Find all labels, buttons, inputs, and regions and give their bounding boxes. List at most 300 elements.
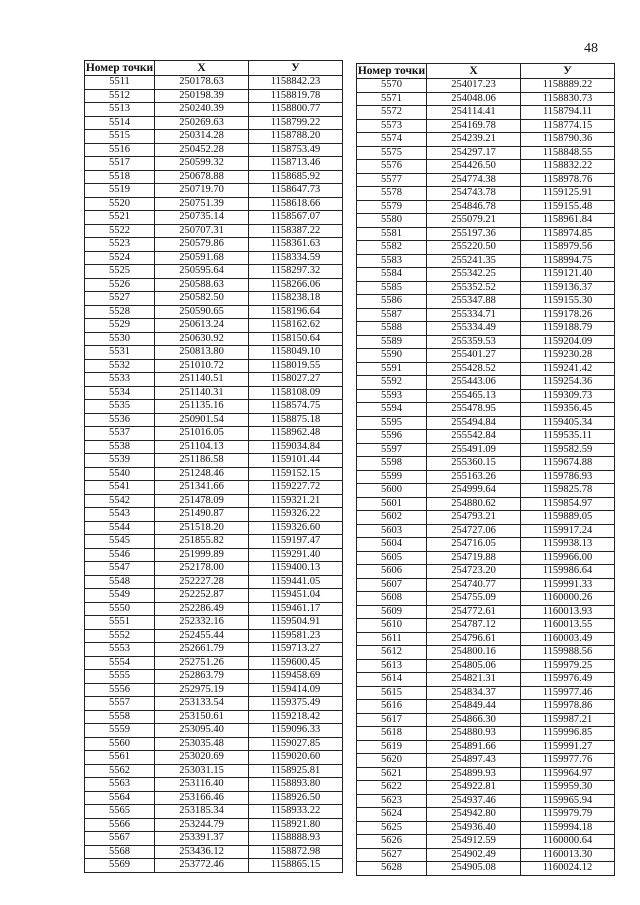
table-row: [85, 130, 343, 144]
point-number-cell: 5612: [357, 646, 427, 660]
x-coordinate-cell: 253391.37: [155, 832, 249, 846]
point-number-cell: 5529: [85, 319, 155, 333]
point-number-cell: 5538: [85, 440, 155, 454]
y-coordinate-cell: 1159977.46: [521, 686, 615, 700]
table-row: [85, 751, 343, 765]
point-number-cell: 5572: [357, 106, 427, 120]
table-row: [85, 184, 343, 198]
point-number-cell: 5626: [357, 835, 427, 849]
x-coordinate-cell: 254891.66: [427, 740, 521, 754]
x-coordinate-cell: 255347.88: [427, 295, 521, 309]
table-row: [357, 443, 615, 457]
x-coordinate-cell: 250269.63: [155, 116, 249, 130]
x-coordinate-cell: 255334.49: [427, 322, 521, 336]
point-number-cell: 5557: [85, 697, 155, 711]
point-number-cell: 5592: [357, 376, 427, 390]
y-coordinate-cell: 1159959.30: [521, 781, 615, 795]
y-coordinate-cell: 1159979.79: [521, 808, 615, 822]
point-number-cell: 5550: [85, 602, 155, 616]
column-header-x: X: [427, 64, 521, 79]
table-row: [357, 362, 615, 376]
y-coordinate-cell: 1158889.22: [521, 79, 615, 93]
y-coordinate-cell: 1159204.09: [521, 335, 615, 349]
y-coordinate-cell: 1158049.10: [249, 346, 343, 360]
y-coordinate-cell: 1159964.97: [521, 767, 615, 781]
table-row: [85, 143, 343, 157]
x-coordinate-cell: 254719.88: [427, 551, 521, 565]
x-coordinate-cell: 252863.79: [155, 670, 249, 684]
y-coordinate-cell: 1159321.21: [249, 494, 343, 508]
point-number-cell: 5552: [85, 629, 155, 643]
table-row: [85, 737, 343, 751]
table-row: [357, 835, 615, 849]
y-coordinate-cell: 1159996.85: [521, 727, 615, 741]
point-number-cell: 5586: [357, 295, 427, 309]
x-coordinate-cell: 252252.87: [155, 589, 249, 603]
table-row: [357, 767, 615, 781]
point-number-cell: 5542: [85, 494, 155, 508]
point-number-cell: 5523: [85, 238, 155, 252]
x-coordinate-cell: 254796.61: [427, 632, 521, 646]
y-coordinate-cell: 1159991.33: [521, 578, 615, 592]
point-number-cell: 5587: [357, 308, 427, 322]
table-row: [85, 265, 343, 279]
point-number-cell: 5517: [85, 157, 155, 171]
y-coordinate-cell: 1158872.98: [249, 845, 343, 859]
table-row: [357, 106, 615, 120]
column-header-y: У: [521, 64, 615, 79]
point-number-cell: 5543: [85, 508, 155, 522]
y-coordinate-cell: 1159291.40: [249, 548, 343, 562]
y-coordinate-cell: 1159326.60: [249, 521, 343, 535]
y-coordinate-cell: 1159979.25: [521, 659, 615, 673]
point-number-cell: 5549: [85, 589, 155, 603]
point-number-cell: 5565: [85, 805, 155, 819]
x-coordinate-cell: 254169.78: [427, 119, 521, 133]
table-row: [357, 281, 615, 295]
x-coordinate-cell: 251855.82: [155, 535, 249, 549]
table-row: [357, 173, 615, 187]
table-row: [357, 254, 615, 268]
x-coordinate-cell: 254880.62: [427, 497, 521, 511]
table-row: [85, 616, 343, 630]
point-number-cell: 5560: [85, 737, 155, 751]
x-coordinate-cell: 250599.32: [155, 157, 249, 171]
x-coordinate-cell: 250588.63: [155, 278, 249, 292]
table-row: [357, 322, 615, 336]
point-number-cell: 5615: [357, 686, 427, 700]
x-coordinate-cell: 253772.46: [155, 859, 249, 873]
y-coordinate-cell: 1158888.93: [249, 832, 343, 846]
x-coordinate-cell: 250590.65: [155, 305, 249, 319]
table-row: [85, 292, 343, 306]
y-coordinate-cell: 1158962.48: [249, 427, 343, 441]
point-number-cell: 5623: [357, 794, 427, 808]
table-row: [85, 562, 343, 576]
table-row: [357, 619, 615, 633]
point-number-cell: 5595: [357, 416, 427, 430]
y-coordinate-cell: 1159461.17: [249, 602, 343, 616]
point-number-cell: 5611: [357, 632, 427, 646]
x-coordinate-cell: 251010.72: [155, 359, 249, 373]
point-number-cell: 5525: [85, 265, 155, 279]
coordinates-table-right: [356, 63, 615, 876]
point-number-cell: 5533: [85, 373, 155, 387]
x-coordinate-cell: 251999.89: [155, 548, 249, 562]
table-row: [85, 548, 343, 562]
point-number-cell: 5527: [85, 292, 155, 306]
x-coordinate-cell: 254297.17: [427, 146, 521, 160]
point-number-cell: 5625: [357, 821, 427, 835]
x-coordinate-cell: 252286.49: [155, 602, 249, 616]
y-coordinate-cell: 1159356.45: [521, 403, 615, 417]
y-coordinate-cell: 1159965.94: [521, 794, 615, 808]
x-coordinate-cell: 250630.92: [155, 332, 249, 346]
y-coordinate-cell: 1159197.47: [249, 535, 343, 549]
x-coordinate-cell: 253166.46: [155, 791, 249, 805]
x-coordinate-cell: 254800.16: [427, 646, 521, 660]
point-number-cell: 5573: [357, 119, 427, 133]
table-row: [357, 403, 615, 417]
y-coordinate-cell: 1160013.55: [521, 619, 615, 633]
point-number-cell: 5561: [85, 751, 155, 765]
table-row: [357, 578, 615, 592]
y-coordinate-cell: 1158713.46: [249, 157, 343, 171]
table-row: [357, 632, 615, 646]
y-coordinate-cell: 1160024.12: [521, 862, 615, 876]
x-coordinate-cell: 252332.16: [155, 616, 249, 630]
y-coordinate-cell: 1159994.18: [521, 821, 615, 835]
table-row: [85, 683, 343, 697]
y-coordinate-cell: 1159178.26: [521, 308, 615, 322]
table-row: [357, 200, 615, 214]
table-row: [85, 413, 343, 427]
y-coordinate-cell: 1159254.36: [521, 376, 615, 390]
table-row: [85, 170, 343, 184]
x-coordinate-cell: 250582.50: [155, 292, 249, 306]
table-row: [357, 686, 615, 700]
point-number-cell: 5580: [357, 214, 427, 228]
x-coordinate-cell: 254755.09: [427, 592, 521, 606]
point-number-cell: 5512: [85, 89, 155, 103]
x-coordinate-cell: 254805.06: [427, 659, 521, 673]
table-row: [85, 629, 343, 643]
x-coordinate-cell: 250314.28: [155, 130, 249, 144]
table-row: [85, 589, 343, 603]
table-row: [357, 646, 615, 660]
point-number-cell: 5558: [85, 710, 155, 724]
point-number-cell: 5555: [85, 670, 155, 684]
y-coordinate-cell: 1159020.60: [249, 751, 343, 765]
y-coordinate-cell: 1159155.48: [521, 200, 615, 214]
y-coordinate-cell: 1159218.42: [249, 710, 343, 724]
y-coordinate-cell: 1159786.93: [521, 470, 615, 484]
x-coordinate-cell: 251341.66: [155, 481, 249, 495]
table-row: [85, 332, 343, 346]
point-number-cell: 5535: [85, 400, 155, 414]
x-coordinate-cell: 250901.54: [155, 413, 249, 427]
table-row: [357, 673, 615, 687]
x-coordinate-cell: 250595.64: [155, 265, 249, 279]
y-coordinate-cell: 1158933.22: [249, 805, 343, 819]
table-row: [85, 359, 343, 373]
y-coordinate-cell: 1159991.27: [521, 740, 615, 754]
point-number-cell: 5541: [85, 481, 155, 495]
y-coordinate-cell: 1159441.05: [249, 575, 343, 589]
x-coordinate-cell: 253150.61: [155, 710, 249, 724]
table-header-row: [357, 64, 615, 79]
table-row: [357, 79, 615, 93]
y-coordinate-cell: 1158819.78: [249, 89, 343, 103]
table-row: [357, 605, 615, 619]
point-number-cell: 5562: [85, 764, 155, 778]
table-row: [357, 821, 615, 835]
y-coordinate-cell: 1158979.56: [521, 241, 615, 255]
x-coordinate-cell: 251016.05: [155, 427, 249, 441]
y-coordinate-cell: 1159101.44: [249, 454, 343, 468]
point-number-cell: 5554: [85, 656, 155, 670]
point-number-cell: 5620: [357, 754, 427, 768]
point-number-cell: 5574: [357, 133, 427, 147]
y-coordinate-cell: 1158832.22: [521, 160, 615, 174]
table-row: [85, 670, 343, 684]
y-coordinate-cell: 1158685.92: [249, 170, 343, 184]
table-row: [357, 470, 615, 484]
x-coordinate-cell: 252751.26: [155, 656, 249, 670]
x-coordinate-cell: 254426.50: [427, 160, 521, 174]
point-number-cell: 5514: [85, 116, 155, 130]
table-row: [85, 656, 343, 670]
table-row: [85, 373, 343, 387]
x-coordinate-cell: 250719.70: [155, 184, 249, 198]
x-coordinate-cell: 254772.61: [427, 605, 521, 619]
table-row: [85, 116, 343, 130]
y-coordinate-cell: 1159136.37: [521, 281, 615, 295]
x-coordinate-cell: 250707.31: [155, 224, 249, 238]
point-number-cell: 5518: [85, 170, 155, 184]
column-header-point-number: Номер точки: [85, 62, 154, 74]
point-number-cell: 5564: [85, 791, 155, 805]
table-row: [357, 565, 615, 579]
point-number-cell: 5531: [85, 346, 155, 360]
point-number-cell: 5566: [85, 818, 155, 832]
table-row: [357, 794, 615, 808]
point-number-cell: 5545: [85, 535, 155, 549]
point-number-cell: 5604: [357, 538, 427, 552]
table-row: [85, 305, 343, 319]
table-row: [85, 481, 343, 495]
y-coordinate-cell: 1159125.91: [521, 187, 615, 201]
x-coordinate-cell: 250813.80: [155, 346, 249, 360]
y-coordinate-cell: 1159938.13: [521, 538, 615, 552]
x-coordinate-cell: 254866.30: [427, 713, 521, 727]
table-row: [357, 659, 615, 673]
point-number-cell: 5594: [357, 403, 427, 417]
y-coordinate-cell: 1159375.49: [249, 697, 343, 711]
table-row: [85, 643, 343, 657]
point-number-cell: 5532: [85, 359, 155, 373]
point-number-cell: 5569: [85, 859, 155, 873]
point-number-cell: 5606: [357, 565, 427, 579]
y-coordinate-cell: 1159326.22: [249, 508, 343, 522]
x-coordinate-cell: 250751.39: [155, 197, 249, 211]
table-row: [357, 295, 615, 309]
point-number-cell: 5617: [357, 713, 427, 727]
table-row: [85, 251, 343, 265]
table-row: [357, 146, 615, 160]
table-row: [85, 697, 343, 711]
y-coordinate-cell: 1159096.33: [249, 724, 343, 738]
point-number-cell: 5607: [357, 578, 427, 592]
x-coordinate-cell: 254239.21: [427, 133, 521, 147]
table-row: [85, 103, 343, 117]
y-coordinate-cell: 1158108.09: [249, 386, 343, 400]
x-coordinate-cell: 252661.79: [155, 643, 249, 657]
table-row: [357, 119, 615, 133]
table-row: [357, 592, 615, 606]
y-coordinate-cell: 1159600.45: [249, 656, 343, 670]
table-row: [85, 832, 343, 846]
table-row: [85, 400, 343, 414]
x-coordinate-cell: 255360.15: [427, 457, 521, 471]
x-coordinate-cell: 255352.52: [427, 281, 521, 295]
point-number-cell: 5585: [357, 281, 427, 295]
table-row: [357, 376, 615, 390]
y-coordinate-cell: 1159966.00: [521, 551, 615, 565]
y-coordinate-cell: 1158019.55: [249, 359, 343, 373]
x-coordinate-cell: 254922.81: [427, 781, 521, 795]
table-row: [357, 227, 615, 241]
x-coordinate-cell: 255443.06: [427, 376, 521, 390]
point-number-cell: 5590: [357, 349, 427, 363]
point-number-cell: 5551: [85, 616, 155, 630]
point-number-cell: 5628: [357, 862, 427, 876]
table-row: [85, 211, 343, 225]
table-row: [357, 430, 615, 444]
x-coordinate-cell: 250240.39: [155, 103, 249, 117]
point-number-cell: 5537: [85, 427, 155, 441]
y-coordinate-cell: 1158196.64: [249, 305, 343, 319]
x-coordinate-cell: 255494.84: [427, 416, 521, 430]
y-coordinate-cell: 1158925.81: [249, 764, 343, 778]
x-coordinate-cell: 251518.20: [155, 521, 249, 535]
x-coordinate-cell: 250735.14: [155, 211, 249, 225]
table-row: [357, 133, 615, 147]
x-coordinate-cell: 253020.69: [155, 751, 249, 765]
table-row: [357, 740, 615, 754]
y-coordinate-cell: 1159309.73: [521, 389, 615, 403]
y-coordinate-cell: 1160000.64: [521, 835, 615, 849]
point-number-cell: 5519: [85, 184, 155, 198]
point-number-cell: 5516: [85, 143, 155, 157]
y-coordinate-cell: 1159027.85: [249, 737, 343, 751]
x-coordinate-cell: 255197.36: [427, 227, 521, 241]
y-coordinate-cell: 1159451.04: [249, 589, 343, 603]
y-coordinate-cell: 1158848.55: [521, 146, 615, 160]
y-coordinate-cell: 1159988.56: [521, 646, 615, 660]
y-coordinate-cell: 1159121.40: [521, 268, 615, 282]
table-row: [85, 508, 343, 522]
point-number-cell: 5524: [85, 251, 155, 265]
y-coordinate-cell: 1159504.91: [249, 616, 343, 630]
point-number-cell: 5627: [357, 848, 427, 862]
y-coordinate-cell: 1158618.66: [249, 197, 343, 211]
table-row: [85, 710, 343, 724]
point-number-cell: 5619: [357, 740, 427, 754]
point-number-cell: 5577: [357, 173, 427, 187]
y-coordinate-cell: 1158334.59: [249, 251, 343, 265]
table-row: [357, 308, 615, 322]
y-coordinate-cell: 1159230.28: [521, 349, 615, 363]
x-coordinate-cell: 255491.09: [427, 443, 521, 457]
point-number-cell: 5547: [85, 562, 155, 576]
point-number-cell: 5548: [85, 575, 155, 589]
y-coordinate-cell: 1158027.27: [249, 373, 343, 387]
x-coordinate-cell: 254937.46: [427, 794, 521, 808]
point-number-cell: 5528: [85, 305, 155, 319]
x-coordinate-cell: 251104.13: [155, 440, 249, 454]
x-coordinate-cell: 254846.78: [427, 200, 521, 214]
x-coordinate-cell: 254834.37: [427, 686, 521, 700]
y-coordinate-cell: 1159400.13: [249, 562, 343, 576]
x-coordinate-cell: 253436.12: [155, 845, 249, 859]
table-row: [85, 197, 343, 211]
table-row: [357, 187, 615, 201]
point-number-cell: 5624: [357, 808, 427, 822]
y-coordinate-cell: 1158788.20: [249, 130, 343, 144]
y-coordinate-cell: 1158926.50: [249, 791, 343, 805]
point-number-cell: 5599: [357, 470, 427, 484]
y-coordinate-cell: 1159405.34: [521, 416, 615, 430]
table-row: [357, 349, 615, 363]
point-number-cell: 5579: [357, 200, 427, 214]
x-coordinate-cell: 254897.43: [427, 754, 521, 768]
x-coordinate-cell: 251490.87: [155, 508, 249, 522]
table-row: [357, 862, 615, 876]
column-header-point-number: Номер точки: [357, 65, 426, 77]
x-coordinate-cell: 253095.40: [155, 724, 249, 738]
y-coordinate-cell: 1158162.62: [249, 319, 343, 333]
table-row: [85, 427, 343, 441]
point-number-cell: 5603: [357, 524, 427, 538]
x-coordinate-cell: 254821.31: [427, 673, 521, 687]
table-row: [85, 238, 343, 252]
table-row: [85, 535, 343, 549]
x-coordinate-cell: 255241.35: [427, 254, 521, 268]
table-row: [357, 848, 615, 862]
x-coordinate-cell: 251140.51: [155, 373, 249, 387]
y-coordinate-cell: 1159978.86: [521, 700, 615, 714]
point-number-cell: 5583: [357, 254, 427, 268]
x-coordinate-cell: 253244.79: [155, 818, 249, 832]
point-number-cell: 5520: [85, 197, 155, 211]
x-coordinate-cell: 254048.06: [427, 92, 521, 106]
table-row: [357, 214, 615, 228]
y-coordinate-cell: 1159241.42: [521, 362, 615, 376]
x-coordinate-cell: 255342.25: [427, 268, 521, 282]
table-row: [85, 575, 343, 589]
y-coordinate-cell: 1159535.11: [521, 430, 615, 444]
table-row: [357, 700, 615, 714]
table-row: [85, 278, 343, 292]
x-coordinate-cell: 255079.21: [427, 214, 521, 228]
y-coordinate-cell: 1160000.26: [521, 592, 615, 606]
table-row: [357, 551, 615, 565]
y-coordinate-cell: 1159917.24: [521, 524, 615, 538]
y-coordinate-cell: 1159987.21: [521, 713, 615, 727]
x-coordinate-cell: 254899.93: [427, 767, 521, 781]
x-coordinate-cell: 254114.41: [427, 106, 521, 120]
